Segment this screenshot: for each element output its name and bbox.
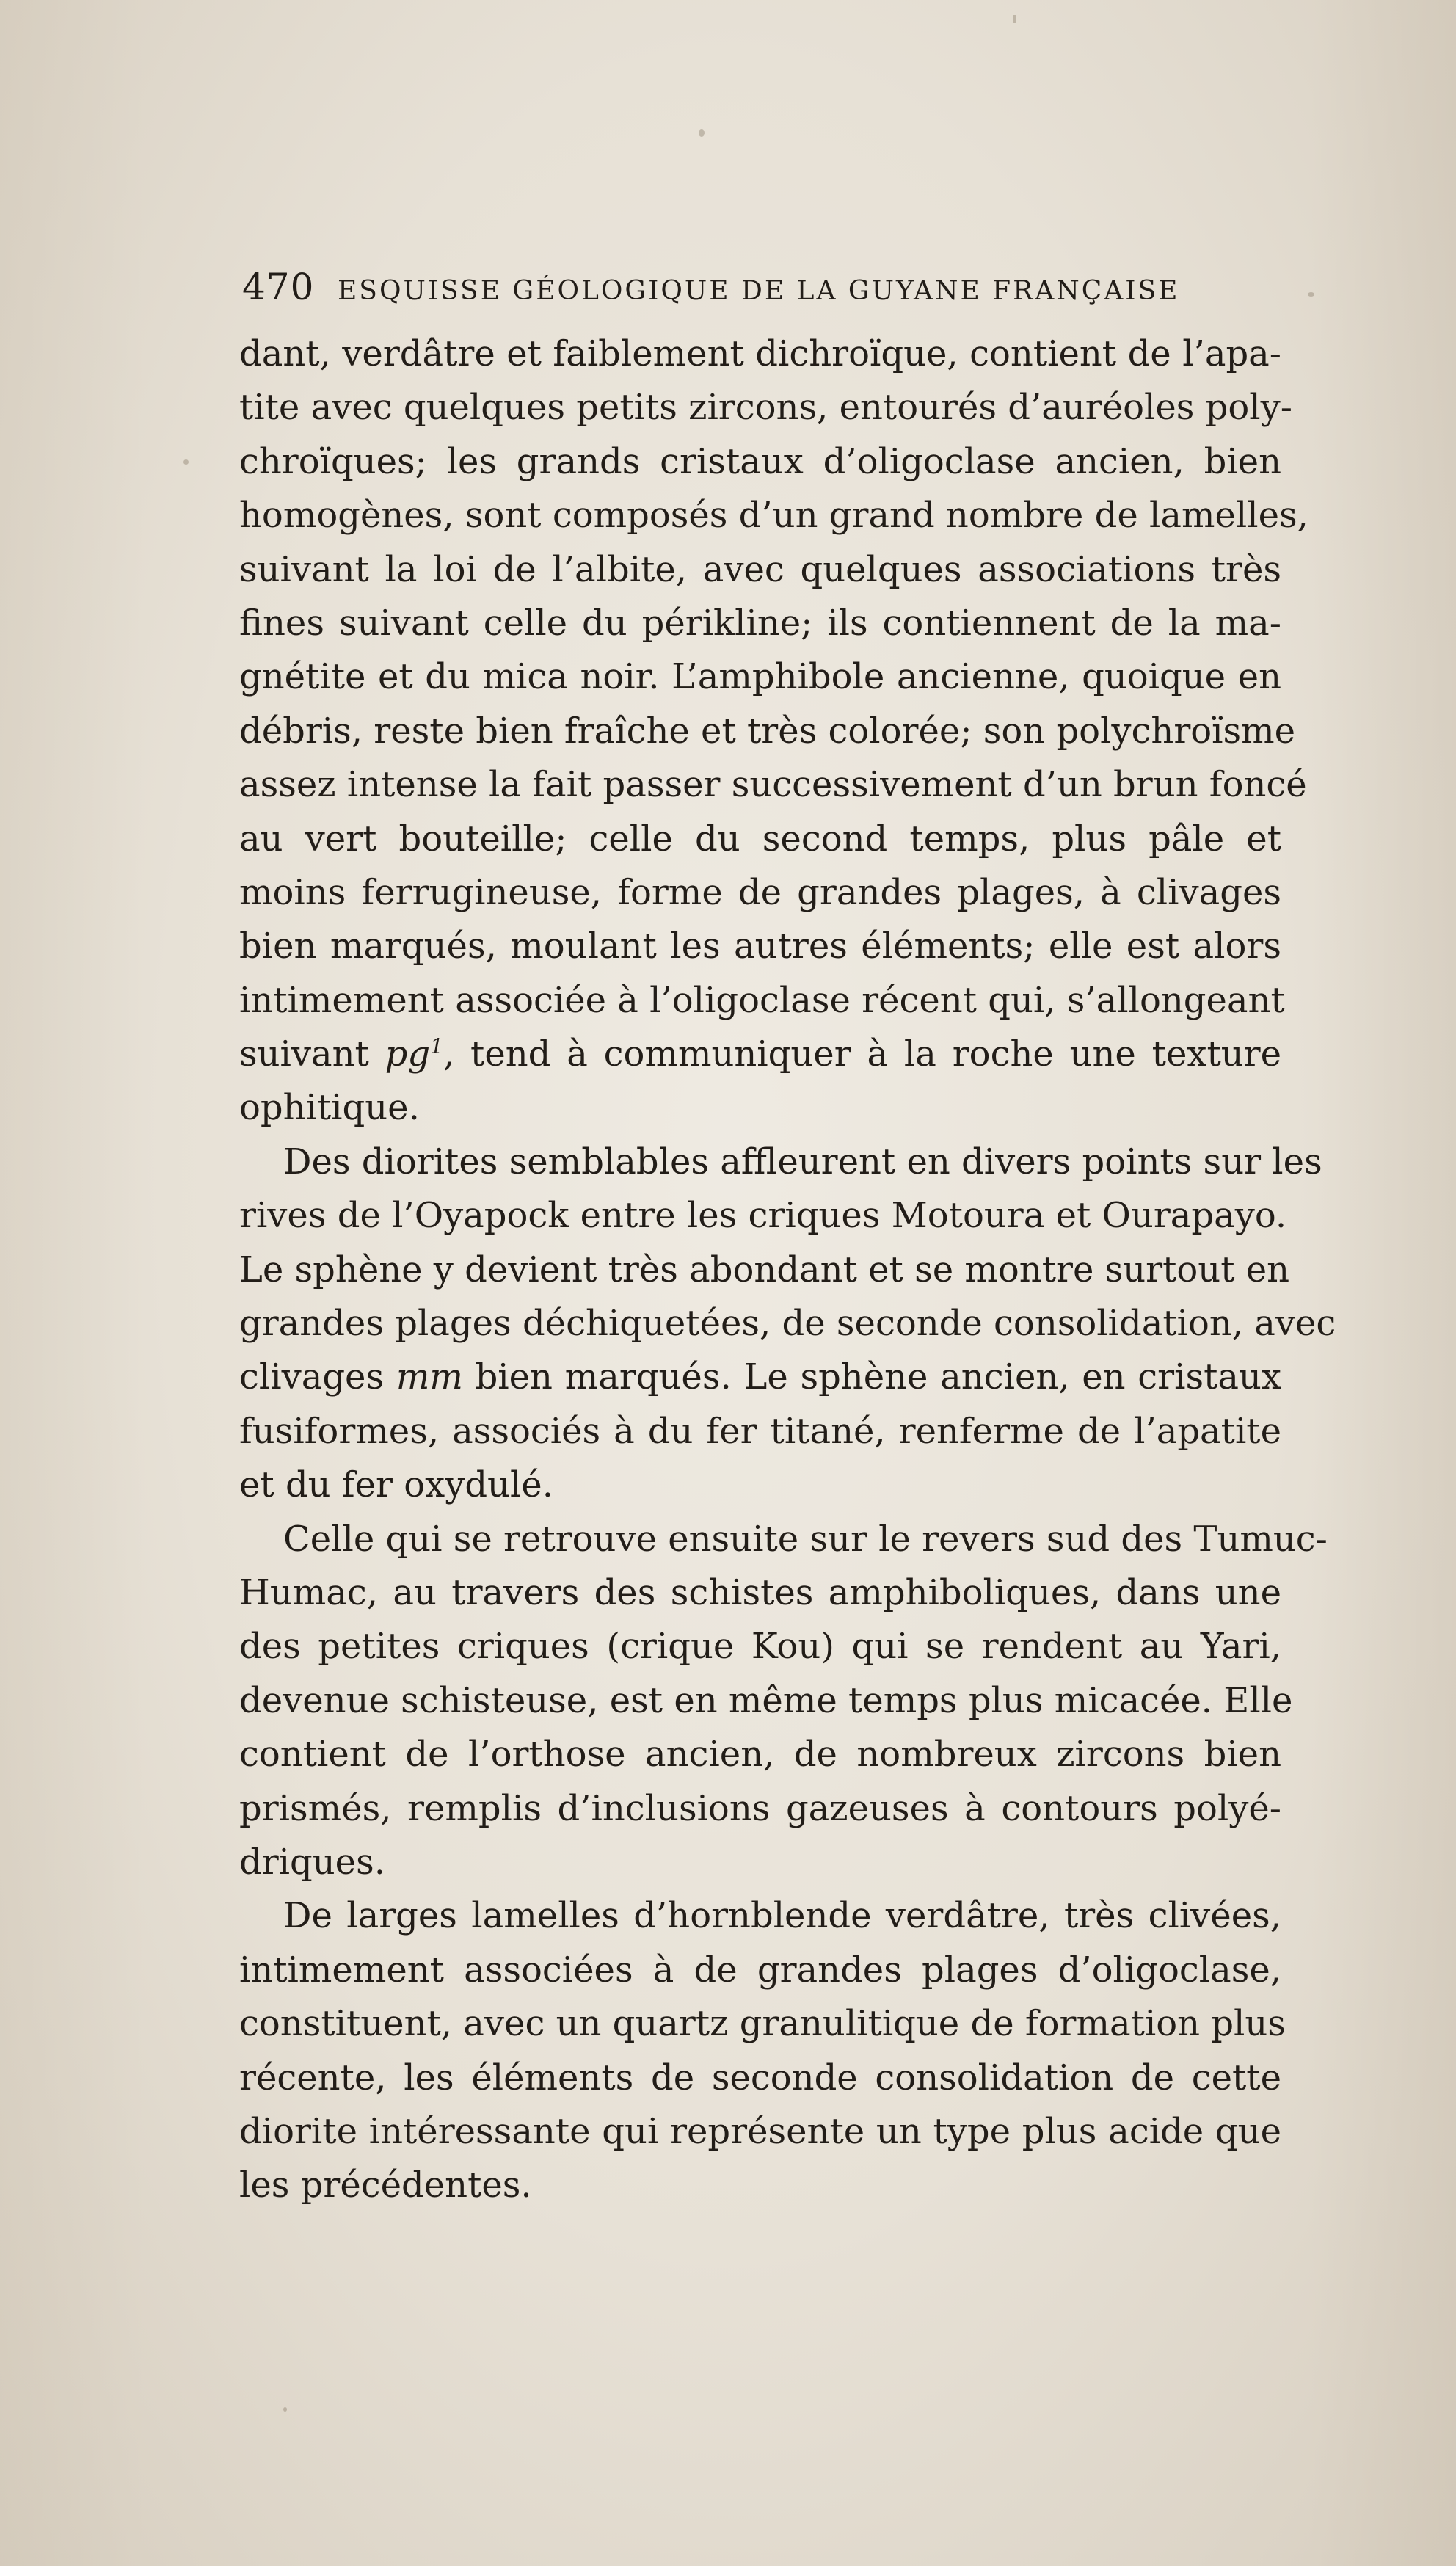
text-line: assez intense la fait passer successivement d’un brun foncé xyxy=(239,764,1307,806)
paper-speck xyxy=(183,459,189,465)
text-line: prismés, remplis d’inclusions gazeuses à contours polyé- xyxy=(239,1787,1281,1829)
text-line: dant, verdâtre et faiblement dichroïque, contient de l’apa- xyxy=(239,333,1281,374)
text-line: rives de l’Oyapock entre les criques Motoura et Ourapayo. xyxy=(239,1195,1287,1237)
paper-speck xyxy=(699,129,705,137)
page-number: 470 xyxy=(242,266,315,308)
text-line: ophitique. xyxy=(239,1087,420,1129)
text-line: Des diorites semblables affleurent en divers points sur les xyxy=(283,1141,1322,1182)
text-line: les précédentes. xyxy=(239,2165,532,2206)
text-line: fines suivant celle du périkline; ils contiennent de la ma- xyxy=(239,602,1281,644)
text-line-with-formula: clivages mm bien marqués. Le sphène ancien, en cristaux xyxy=(239,1356,1281,1398)
paper-speck xyxy=(283,2407,287,2412)
text-line: tite avec quelques petits zircons, entourés d’auréoles poly- xyxy=(239,387,1292,429)
text-line: intimement associée à l’oligoclase récent qui, s’allongeant xyxy=(239,979,1285,1021)
paper-speck xyxy=(1308,292,1314,297)
text-line: intimement associées à de grandes plages d’oligoclase, xyxy=(239,1949,1281,1991)
text-line: diorite intéressante qui représente un type plus acide que xyxy=(239,2110,1281,2152)
text-line: Celle qui se retrouve ensuite sur le revers sud des Tumuc- xyxy=(283,1518,1328,1560)
text-line: fusiformes, associés à du fer titané, renferme de l’apatite xyxy=(239,1410,1281,1452)
text-line-with-formula: suivant $pg^1$, tend à communiquer à la roche une texture xyxy=(239,1033,1281,1075)
text-line: De larges lamelles d’hornblende verdâtre, très clivées, xyxy=(283,1895,1281,1937)
paragraph-3 xyxy=(239,1513,1328,1890)
text-line: chroïques; les grands cristaux d’oligoclase ancien, bien xyxy=(239,440,1281,482)
text-line: gnétite et du mica noir. L’amphibole ancienne, quoique en xyxy=(239,656,1281,698)
text-line: constituent, avec un quartz granulitique de formation plus xyxy=(239,2003,1286,2045)
formula-superscript: 1 xyxy=(430,1034,443,1059)
text-line: Humac, au travers des schistes amphiboliques, dans une xyxy=(239,1571,1281,1613)
formula-mm: mm xyxy=(396,1356,463,1398)
body-text xyxy=(239,327,1336,2213)
paragraph-1 xyxy=(239,327,1308,1135)
page-header xyxy=(242,266,1292,310)
text-line: homogènes, sont composés d’un grand nombre de lamelles, xyxy=(239,495,1308,537)
text-line: suivant la loi de l’albite, avec quelques associations très xyxy=(239,548,1281,590)
text-line: débris, reste bien fraîche et très colorée; son polychroïsme xyxy=(239,710,1296,752)
text-line: devenue schisteuse, est en même temps plus micacée. Elle xyxy=(239,1679,1293,1721)
text-line: moins ferrugineuse, forme de grandes plages, à clivages xyxy=(239,871,1281,913)
running-head: ESQUISSE GÉOLOGIQUE DE LA GUYANE FRANÇAISE xyxy=(338,276,1180,306)
text-line: des petites criques (crique Kou) qui se rendent au Yari, xyxy=(239,1626,1281,1668)
formula-pg1: $pg^1$ xyxy=(385,1033,443,1075)
paper-speck xyxy=(1013,15,1016,23)
text-line: grandes plages déchiquetées, de seconde consolidation, avec xyxy=(239,1303,1336,1345)
text-line: contient de l’orthose ancien, de nombreux zircons bien xyxy=(239,1734,1281,1776)
text-line: driques. xyxy=(239,1841,385,1883)
paragraph-4 xyxy=(239,1889,1286,2212)
text-line: et du fer oxydulé. xyxy=(239,1464,553,1506)
text-line: récente, les éléments de seconde consolidation de cette xyxy=(239,2057,1281,2098)
text-line: bien marqués, moulant les autres éléments; elle est alors xyxy=(239,926,1281,967)
paragraph-2 xyxy=(239,1135,1336,1513)
text-line: au vert bouteille; celle du second temps, plus pâle et xyxy=(239,818,1281,859)
text-line: Le sphène y devient très abondant et se montre surtout en xyxy=(239,1249,1290,1290)
